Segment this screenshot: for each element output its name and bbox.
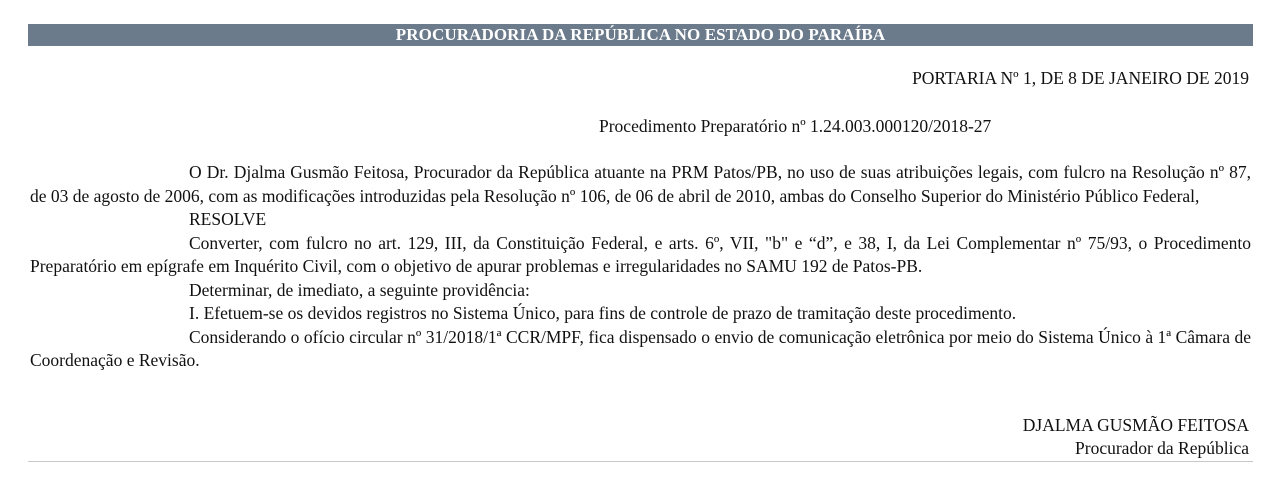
portaria-title: PORTARIA Nº 1, DE 8 DE JANEIRO DE 2019 — [912, 68, 1249, 88]
paragraph-considerando: Considerando o ofício circular nº 31/2018/1ª CCR/MPF, fica dispensado o envio de comunicação eletrônica por meio do Sistema Único à 1ª Câmara de Coordenação e Revisão. — [30, 326, 1251, 370]
header-bar — [28, 24, 1253, 46]
signature-title: Procurador da República — [1075, 438, 1249, 458]
paragraph-converter: Converter, com fulcro no art. 129, III, da Constituição Federal, e arts. 6º, VII, "b" e “d”, e 38, I, da Lei Complementar nº 75/93, o Procedimento Preparatório em epígrafe em Inquérito Civil, com o objetivo de apurar problemas e irregularidades no SAMU 192 de Patos-PB. — [30, 232, 1251, 276]
document-body — [30, 161, 1251, 373]
signature-name: DJALMA GUSMÃO FEITOSA — [1022, 415, 1249, 435]
bottom-divider — [28, 461, 1253, 462]
paragraph-item-i: I. Efetuem-se os devidos registros no Sistema Único, para fins de controle de prazo de tramitação deste procedimento. — [189, 303, 1017, 323]
paragraph-preamble: O Dr. Djalma Gusmão Feitosa, Procurador da República atuante na PRM Patos/PB, no uso de suas atribuições legais, com fulcro na Resolução nº 87, de 03 de agosto de 2006, com as modificações introduzidas pela Resolução nº 106, de 06 de abril de 2010, ambas do Conselho Superior do Ministério Público Federal, — [30, 162, 1251, 206]
procedimento-reference: Procedimento Preparatório nº 1.24.003.000120/2018-27 — [599, 116, 992, 136]
paragraph-determinar: Determinar, de imediato, a seguinte providência: — [189, 279, 530, 300]
header-title: PROCURADORIA DA REPÚBLICA NO ESTADO DO PARAÍBA — [395, 25, 886, 44]
paragraph-resolve: RESOLVE — [189, 209, 267, 229]
